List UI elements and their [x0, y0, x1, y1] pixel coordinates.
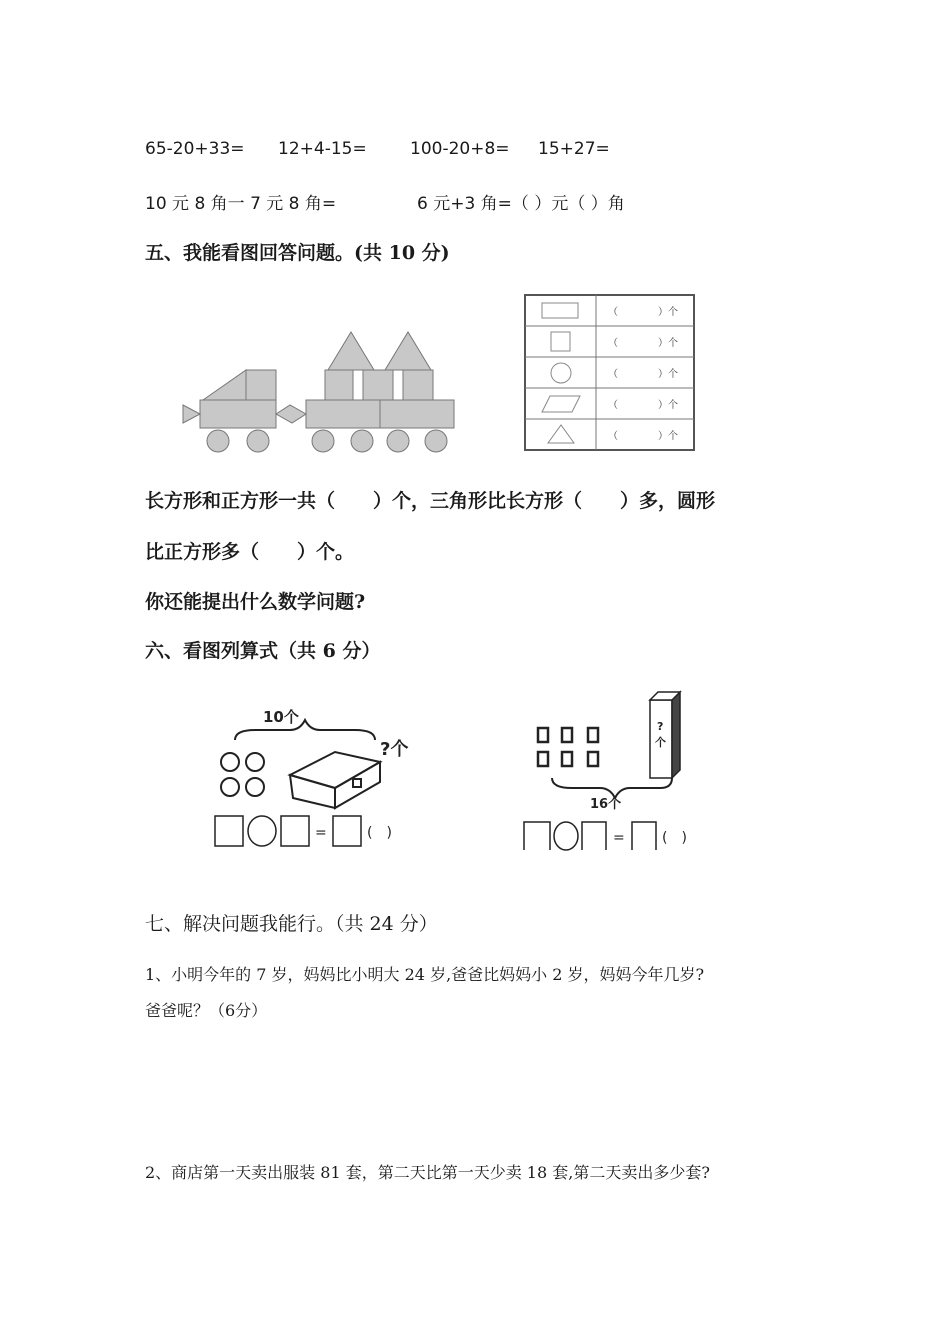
table-blank-4: （ [608, 400, 618, 411]
figure2-blocks-bar [520, 690, 720, 860]
fig1-box-blank-1 [215, 816, 243, 846]
wheel-3 [312, 430, 334, 452]
fig1-circle-op [248, 816, 276, 846]
fig2-block-4 [538, 752, 548, 766]
fig2-box-blank-2 [582, 822, 606, 850]
svg-text:=: = [315, 825, 327, 841]
train-square-2 [363, 370, 393, 400]
calc-1: 65-20+33= [145, 139, 245, 159]
table-blank-5: （ [608, 431, 618, 442]
table-blank-3: （ [608, 369, 618, 380]
fig2-block-2 [562, 728, 572, 742]
table-unit-3: ）个 [658, 369, 678, 380]
train-nose [183, 405, 200, 423]
table-blank-1: （ [608, 307, 618, 318]
problem2-line1: 2、商店第一天卖出服装 81 套，第二天比第一天少卖 18 套,第二天卖出多少套? [145, 1163, 710, 1182]
fig1-circle-1 [221, 753, 239, 771]
calc-4: 15+27= [538, 139, 610, 159]
table-unit-2: ）个 [658, 338, 678, 349]
fig1-circle-4 [246, 778, 264, 796]
fig1-box-blank-3 [333, 816, 361, 846]
section6-title: 六、看图列算式（共 6 分） [145, 640, 381, 662]
fig2-box-blank-1 [524, 822, 550, 850]
fig1-circle-2 [246, 753, 264, 771]
fig1-unit-paren: ( ) [367, 825, 392, 841]
svg-text:=: = [613, 830, 625, 846]
train-triangle-2 [385, 332, 431, 370]
section5-question-line3: 你还能提出什么数学问题? [145, 591, 366, 613]
figure1-circles-box [195, 700, 425, 860]
train-triangle-cab [203, 370, 246, 400]
train-rect-front [200, 400, 276, 428]
fig1-box-blank-2 [281, 816, 309, 846]
fig2-block-3 [588, 728, 598, 742]
fig2-block-6 [588, 752, 598, 766]
fig2-tall-q: ? [657, 720, 664, 733]
calc-money-2: 6 元+3 角=（ ）元（ ）角 [417, 194, 625, 214]
train-square-cab [246, 370, 276, 400]
fig2-box-blank-3 [632, 822, 656, 850]
fig2-total-label: 16个 [590, 797, 622, 812]
fig2-tall-unit: 个 [655, 736, 666, 749]
fig2-tall-bar-side [672, 692, 680, 778]
fig2-unit-paren: ( ) [662, 830, 687, 846]
fig2-circle-op [554, 822, 578, 850]
train-figure [178, 325, 468, 455]
wheel-4 [351, 430, 373, 452]
problem1-line1: 1、小明今年的 7 岁，妈妈比小明大 24 岁,爸爸比妈妈小 2 岁，妈妈今年几岁? [145, 965, 705, 984]
section5-question-line2: 比正方形多（ ）个。 [145, 541, 355, 563]
train-rect-back-2 [380, 400, 454, 428]
section5-title: 五、我能看图回答问题。(共 10 分) [145, 242, 450, 264]
train-square-1 [325, 370, 353, 400]
train-square-3 [403, 370, 433, 400]
fig2-block-5 [562, 752, 572, 766]
fig1-box-front [290, 775, 335, 808]
fig2-block-1 [538, 728, 548, 742]
calc-money-1: 10 元 8 角一 7 元 8 角= [145, 194, 337, 214]
table-unit-4: ）个 [658, 400, 678, 411]
shape-count-table [524, 294, 696, 452]
train-triangle-1 [328, 332, 374, 370]
section7-title: 七、解决问题我能行。（共 24 分） [145, 913, 438, 935]
calc-3: 100-20+8= [410, 139, 510, 159]
fig1-box-lock [353, 779, 361, 787]
wheel-6 [425, 430, 447, 452]
fig1-box-side [335, 762, 380, 808]
calc-2: 12+4-15= [278, 139, 367, 159]
table-unit-1: ）个 [658, 307, 678, 318]
table-unit-5: ）个 [658, 431, 678, 442]
wheel-5 [387, 430, 409, 452]
fig1-unknown-label: ?个 [380, 739, 409, 760]
train-coupler [276, 405, 306, 423]
table-blank-2: （ [608, 338, 618, 349]
train-rect-back-1 [306, 400, 380, 428]
problem1-line2: 爸爸呢？（6分） [145, 1001, 268, 1020]
wheel-2 [247, 430, 269, 452]
section5-question-line1: 长方形和正方形一共（ ）个，三角形比长方形（ ）多，圆形 [145, 490, 716, 512]
wheel-1 [207, 430, 229, 452]
fig1-circle-3 [221, 778, 239, 796]
fig1-total-label: 10个 [263, 708, 299, 726]
